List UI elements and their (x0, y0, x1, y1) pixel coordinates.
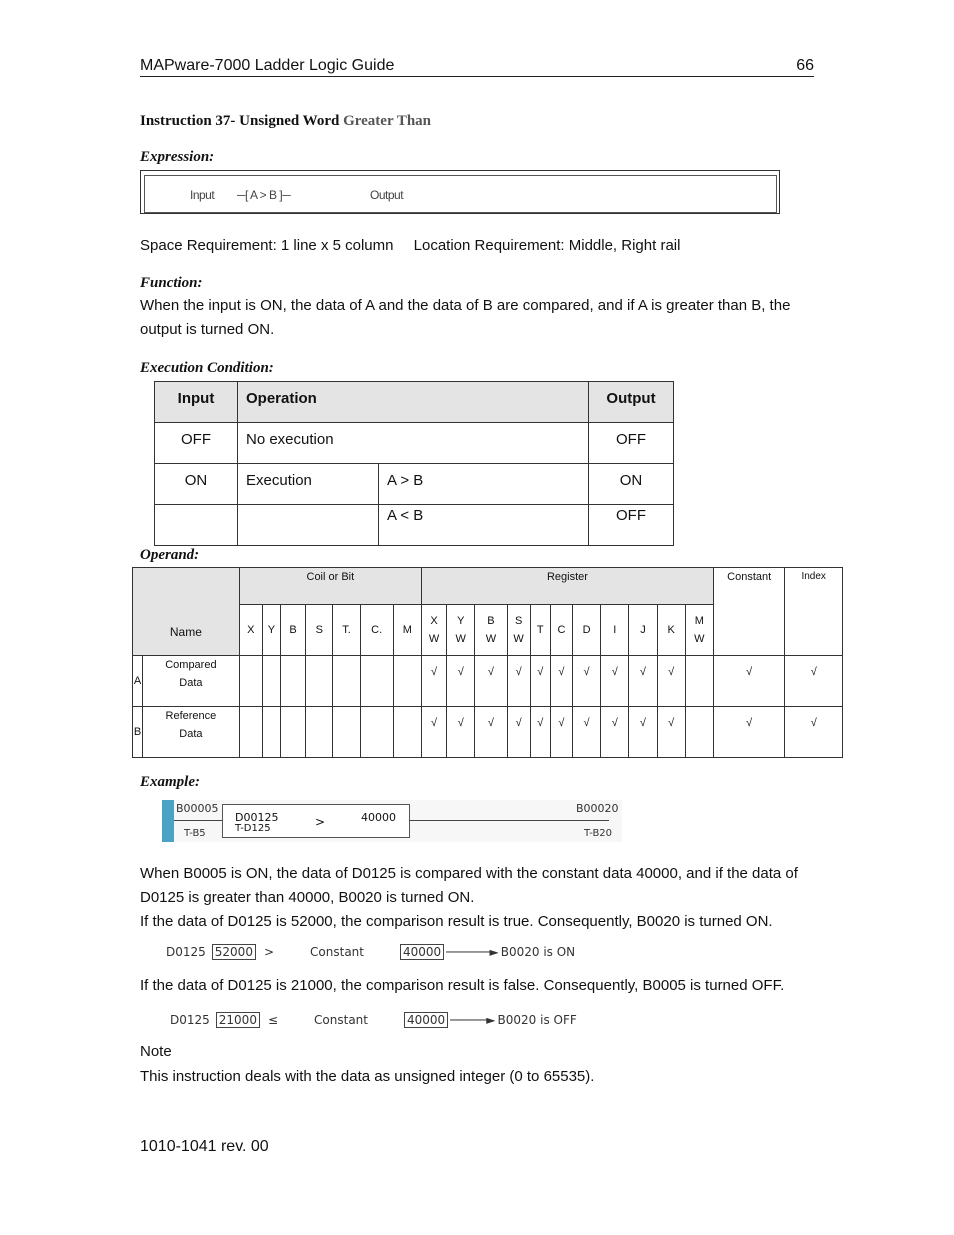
cell-operation: Execution (238, 464, 379, 505)
register-cell: √ (475, 656, 507, 707)
index-cell: √ (785, 707, 843, 758)
diag-value: 52000 (212, 944, 256, 960)
requirements (140, 234, 820, 258)
operand-name (143, 707, 240, 758)
cell-output: OFF (589, 423, 674, 464)
register-col-letter: M (694, 615, 704, 627)
diag-result: B0020 is ON (500, 945, 576, 959)
compare-diagram-true (166, 944, 575, 960)
constant-cell: √ (713, 707, 785, 758)
register-col-header (550, 605, 572, 656)
register-col-suffix: W (455, 633, 466, 645)
left-rail (162, 800, 174, 842)
register-cell: √ (421, 707, 446, 758)
diag-register: D0125 (170, 1013, 210, 1027)
operand-name-line2: Data (179, 728, 203, 740)
diag-operator: ≤ (267, 1013, 279, 1027)
diag-constant-label: Constant (314, 1013, 368, 1027)
register-cell: √ (530, 707, 550, 758)
operand-label: Operand: (140, 547, 200, 563)
register-cell: √ (572, 707, 600, 758)
function-text: When the input is ON, the data of A and the data of B are compared, and if A is greater than B, the output is turned ON. (140, 297, 791, 338)
operand-key: A (133, 656, 143, 707)
cell-input: OFF (155, 423, 238, 464)
register-col-suffix: W (694, 633, 705, 645)
register-col-header (447, 605, 475, 656)
compare-block (222, 804, 410, 838)
expression-output: Output (370, 188, 404, 202)
page-header (140, 57, 814, 77)
group-register: Register (421, 568, 713, 605)
header-title: MAPware-7000 Ladder Logic Guide (140, 57, 395, 74)
register-cell: √ (657, 656, 685, 707)
diag-constant: 40000 (400, 944, 444, 960)
page-number: 66 (796, 57, 814, 74)
diag-constant-label: Constant (310, 945, 364, 959)
expression-contact: ─[ A > B ]─ (237, 188, 291, 202)
register-cell: √ (629, 707, 657, 758)
constant-header: Constant (713, 568, 785, 656)
diag-value: 21000 (216, 1012, 260, 1028)
block-register: D00125 (235, 811, 279, 824)
operand-name (143, 656, 240, 707)
cell-operation: No execution (238, 423, 589, 464)
execution-label: Execution Condition: (140, 360, 274, 376)
footer-doc-number: 1010-1041 rev. 00 (140, 1138, 269, 1155)
constant-cell: √ (713, 656, 785, 707)
coil-cell (239, 656, 262, 707)
register-cell: √ (507, 656, 530, 707)
rung-line (174, 820, 222, 821)
arrow-icon: ─────► (450, 1013, 496, 1027)
register-col-letter: B (487, 615, 495, 627)
expression-label: Expression: (140, 149, 215, 165)
function-label: Function: (140, 275, 203, 291)
coil-col-header: Y (262, 605, 280, 656)
header-output: Output (589, 382, 674, 423)
table-row (155, 505, 674, 546)
operand-key: B (133, 707, 143, 758)
register-col-header (629, 605, 657, 656)
register-col-letter: K (667, 624, 675, 636)
note-label: Note (140, 1043, 172, 1060)
note-text: This instruction deals with the data as unsigned integer (0 to 65535). (140, 1068, 595, 1085)
location-requirement: Location Requirement: Middle, Right rail (413, 237, 681, 254)
table-row (133, 656, 843, 707)
diag-register: D0125 (166, 945, 206, 959)
register-col-header (507, 605, 530, 656)
register-col-header (657, 605, 685, 656)
output-tag: T-B20 (584, 828, 613, 839)
coil-col-header: S (306, 605, 333, 656)
register-cell: √ (507, 707, 530, 758)
space-requirement: Space Requirement: 1 line x 5 column (140, 237, 394, 254)
register-col-letter: Y (457, 615, 465, 627)
example-para-2: If the data of D0125 is 52000, the comparison result is true. Consequently, B0020 is turned ON. (140, 913, 773, 930)
example-label: Example: (140, 774, 200, 790)
register-col-suffix: W (485, 633, 497, 645)
coil-cell (281, 656, 306, 707)
register-col-header (685, 605, 713, 656)
cell-input (155, 505, 238, 546)
compare-diagram-false (170, 1012, 577, 1028)
register-col-letter: S (514, 615, 523, 627)
coil-col-header: T. (333, 605, 360, 656)
register-col-letter: T (536, 624, 544, 636)
register-col-suffix: W (513, 633, 524, 645)
table-row (133, 707, 843, 758)
register-col-letter: J (640, 624, 646, 636)
arrow-icon: ──────► (446, 945, 499, 959)
table-row (155, 464, 674, 505)
register-cell: √ (601, 656, 629, 707)
operand-table (132, 567, 843, 758)
index-cell: √ (785, 656, 843, 707)
register-cell: √ (550, 656, 572, 707)
rung-line-right (409, 820, 609, 821)
diag-result: B0020 is OFF (497, 1013, 577, 1027)
register-cell: √ (421, 656, 446, 707)
cell-output: ON (589, 464, 674, 505)
execution-table (154, 381, 674, 546)
example-para-1: When B0005 is ON, the data of D0125 is compared with the constant data 40000, and if the data of D0125 is greater than 40000, B0020 is turned ON. (140, 865, 798, 906)
input-tag: T-B5 (184, 828, 206, 839)
register-cell: √ (657, 707, 685, 758)
register-cell: √ (572, 656, 600, 707)
input-coil: B00005 (176, 802, 219, 815)
register-cell: √ (530, 656, 550, 707)
register-cell: √ (629, 656, 657, 707)
cell-input: ON (155, 464, 238, 505)
cell-operation (238, 505, 379, 546)
register-col-header (601, 605, 629, 656)
coil-cell (239, 707, 262, 758)
diag-constant: 40000 (404, 1012, 448, 1028)
coil-col-header: M (393, 605, 421, 656)
coil-cell (360, 656, 393, 707)
coil-cell (393, 656, 421, 707)
diag-operator: > (263, 945, 275, 959)
register-col-suffix: W (428, 633, 440, 645)
register-cell (685, 656, 713, 707)
register-col-header (421, 605, 446, 656)
coil-cell (262, 656, 280, 707)
example-para-3: If the data of D0125 is 21000, the comparison result is false. Consequently, B0005 is turned OFF. (140, 977, 785, 994)
coil-col-header: C. (360, 605, 393, 656)
coil-cell (360, 707, 393, 758)
index-header: Index (785, 568, 843, 656)
register-col-letter: C (557, 624, 566, 636)
register-col-letter: X (430, 615, 438, 627)
register-col-header (475, 605, 507, 656)
block-tag: T-D125 (235, 823, 271, 834)
block-operator: > (315, 815, 326, 829)
operand-name-line2: Data (179, 677, 203, 689)
instruction-title-rest: Greater Than (343, 113, 432, 129)
header-input: Input (155, 382, 238, 423)
table-header-row (155, 382, 674, 423)
register-col-letter: I (613, 624, 617, 636)
coil-cell (333, 707, 360, 758)
register-cell: √ (447, 707, 475, 758)
operand-name-line1: Reference (165, 710, 217, 722)
register-cell: √ (550, 707, 572, 758)
name-label: Name (169, 624, 202, 639)
instruction-title (140, 113, 431, 130)
coil-col-header: X (239, 605, 262, 656)
operand-group-row (133, 568, 843, 605)
example-ladder (162, 800, 622, 842)
register-cell: √ (475, 707, 507, 758)
coil-col-header: B (281, 605, 306, 656)
coil-cell (262, 707, 280, 758)
coil-cell (306, 707, 333, 758)
cell-condition: A > B (379, 464, 589, 505)
instruction-title-main: Instruction 37- Unsigned Word (140, 113, 340, 129)
operand-name-header (133, 568, 240, 656)
register-col-header (572, 605, 600, 656)
group-coil-or-bit: Coil or Bit (239, 568, 421, 605)
coil-cell (393, 707, 421, 758)
output-coil: B00020 (576, 802, 619, 815)
register-cell: √ (447, 656, 475, 707)
register-col-letter: D (582, 624, 591, 636)
coil-cell (333, 656, 360, 707)
expression-ladder-box (140, 170, 780, 214)
cell-condition: A < B (379, 505, 589, 546)
register-cell: √ (601, 707, 629, 758)
register-col-header (530, 605, 550, 656)
table-row (155, 423, 674, 464)
coil-cell (281, 707, 306, 758)
operand-name-line1: Compared (165, 659, 217, 671)
expression-input: Input (190, 188, 215, 202)
cell-output: OFF (589, 505, 674, 546)
coil-cell (306, 656, 333, 707)
block-constant: 40000 (361, 811, 396, 824)
register-cell (685, 707, 713, 758)
header-operation: Operation (238, 382, 589, 423)
